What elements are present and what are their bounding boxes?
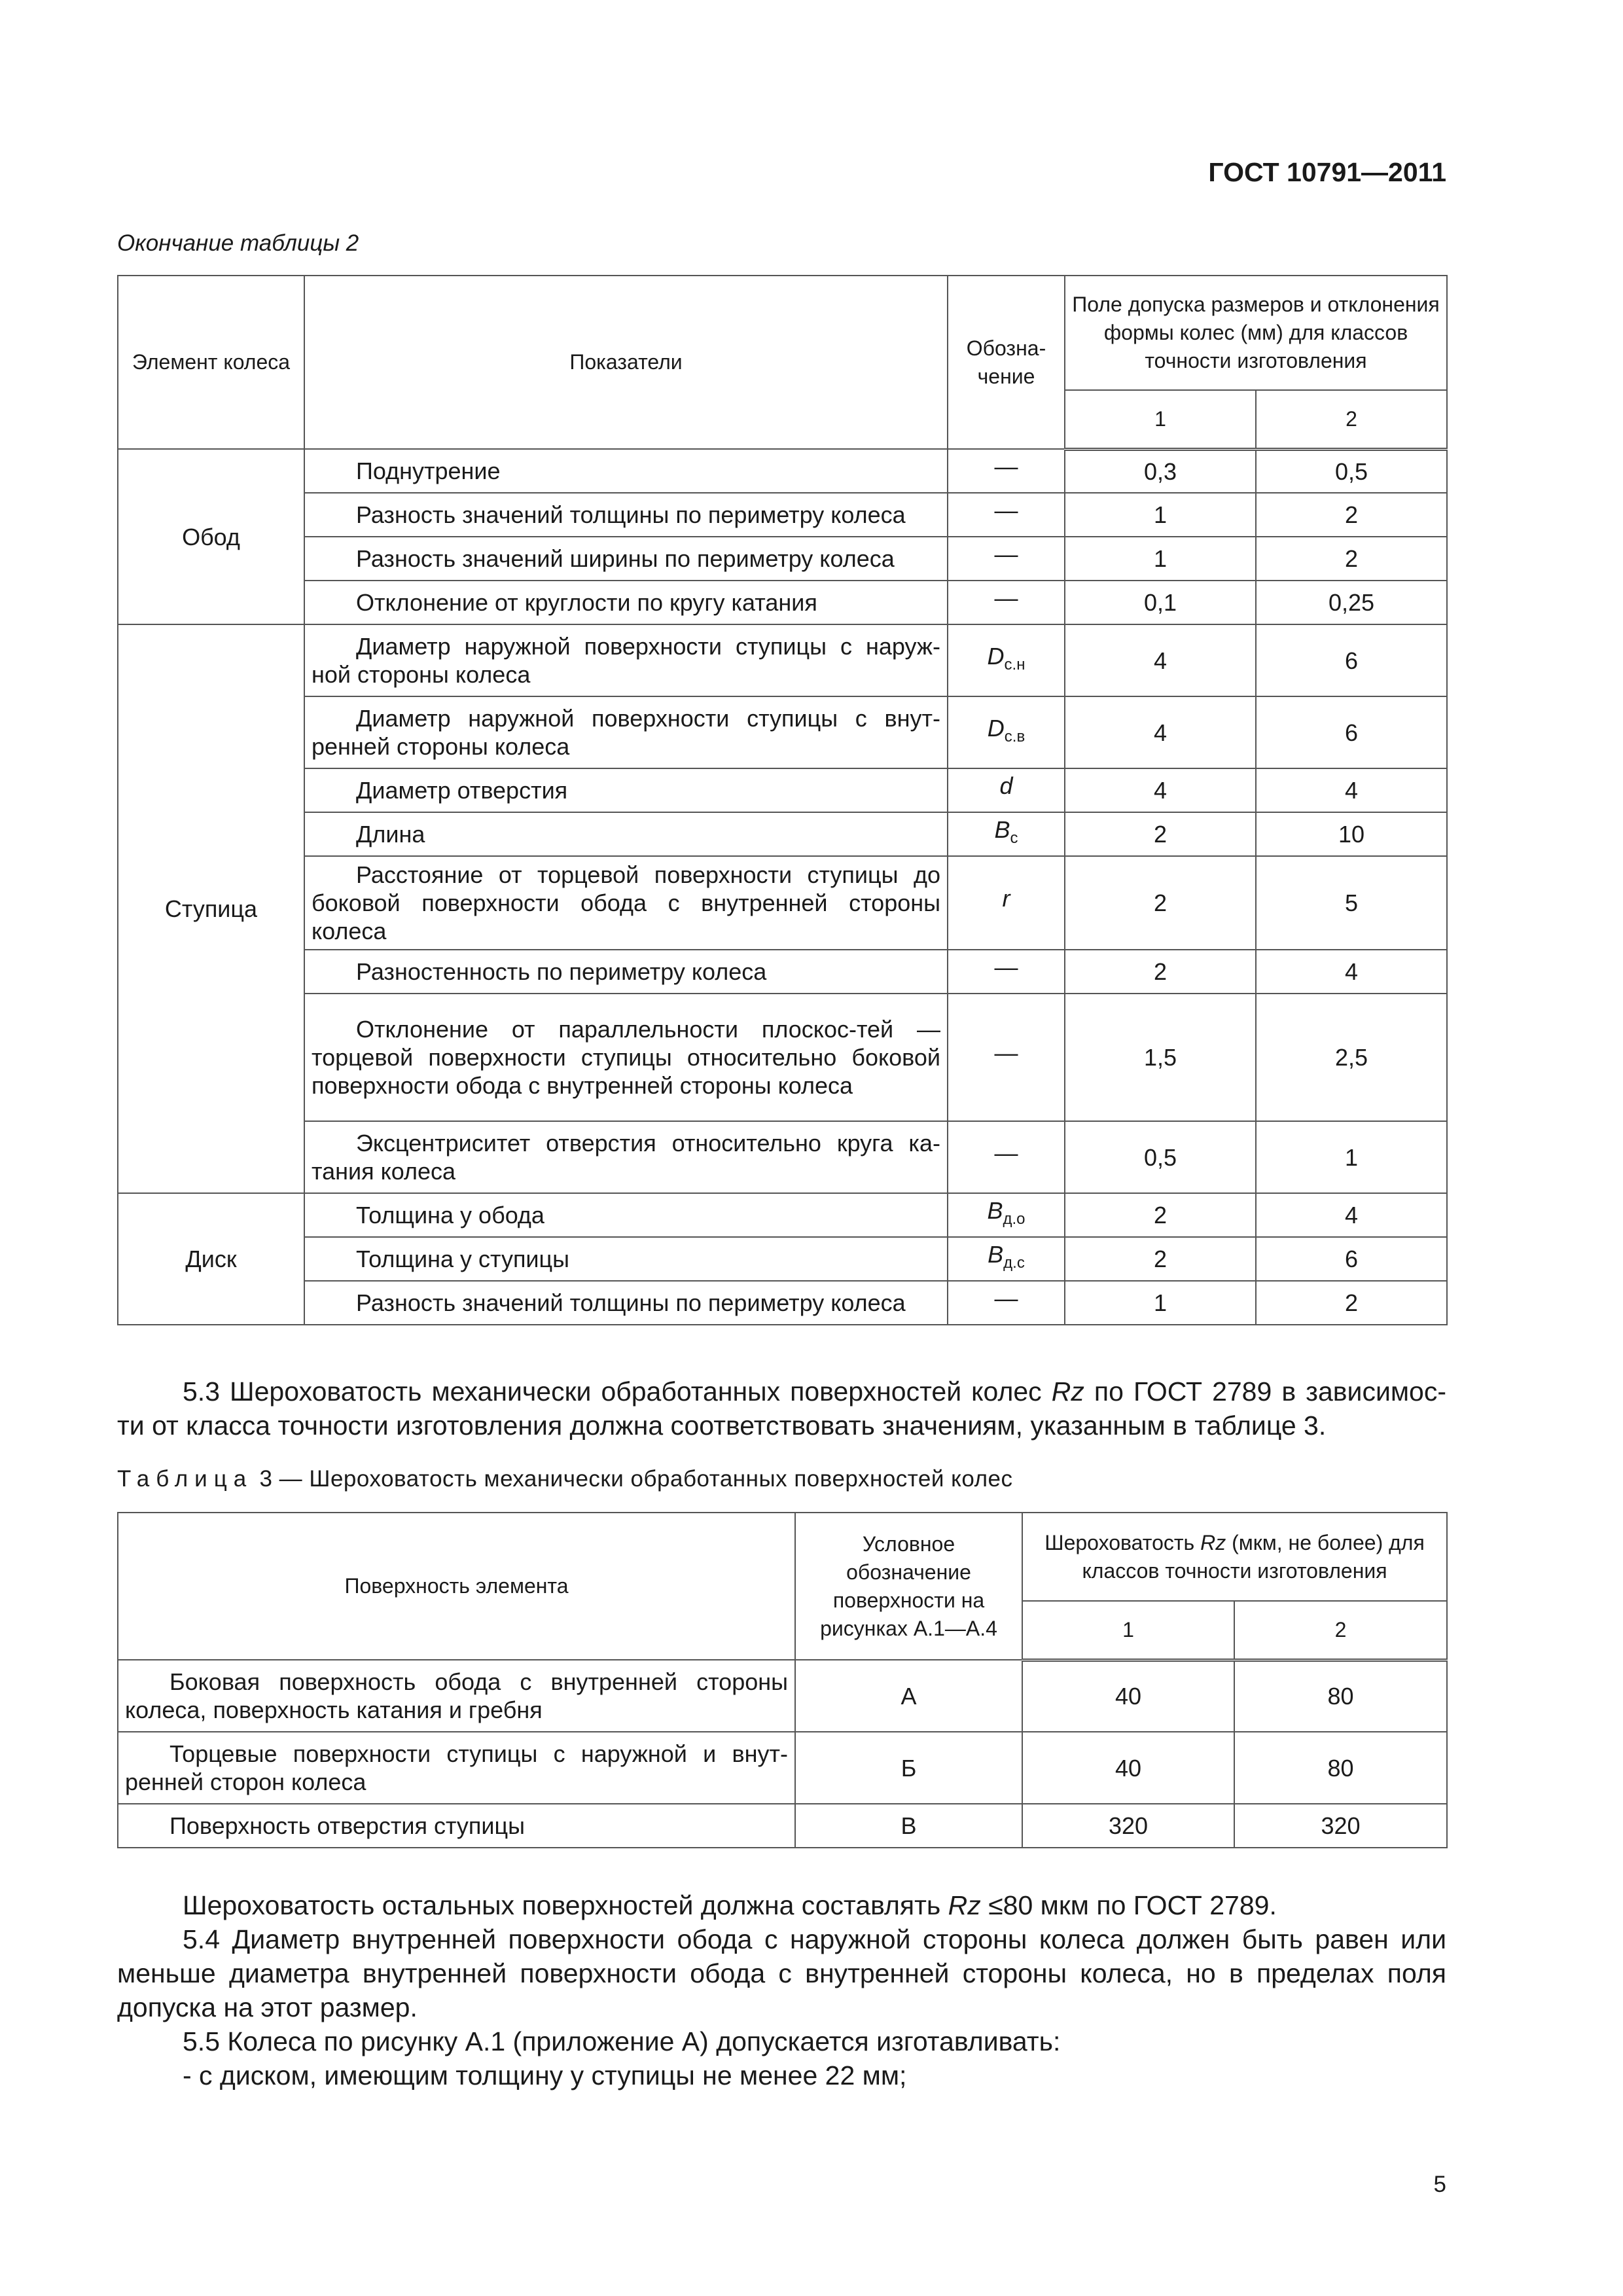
table-row — [118, 581, 1447, 624]
tolerance-class-2: 10 — [1256, 812, 1447, 856]
designation-cell: $B_{д.с}$ — [948, 1237, 1065, 1281]
designation-cell: $D_{с.н}$ — [948, 624, 1065, 696]
designation-cell: Б — [795, 1732, 1022, 1804]
table-row — [118, 1121, 1447, 1193]
paragraph-5-5: 5.5 Колеса по рисунку А.1 (приложение А) допускается изготавливать: — [183, 2026, 1061, 2056]
table-row — [118, 493, 1447, 537]
table-row — [118, 449, 1447, 493]
table-row — [118, 1237, 1447, 1281]
tolerance-class-2: 0,5 — [1256, 449, 1447, 493]
table-row — [118, 856, 1447, 950]
roughness-c2: 80 — [1234, 1732, 1447, 1804]
table-row — [118, 994, 1447, 1121]
indicator-cell: Толщина у ступицы — [304, 1237, 948, 1281]
tolerance-class-2: 1 — [1256, 1121, 1447, 1193]
tolerance-class-1: 1,5 — [1065, 994, 1256, 1121]
wheel-element: Ступица — [118, 624, 304, 1193]
header-class-1: 1 — [1022, 1601, 1234, 1660]
designation-cell: — — [948, 449, 1065, 493]
indicator-cell: Разность значений ширины по периметру колеса — [304, 537, 948, 581]
paragraph-roughness-other: Шероховатость остальных поверхностей должна составлять Rz ≤80 мкм по ГОСТ 2789. — [183, 1890, 1277, 1920]
header-class-2: 2 — [1234, 1601, 1447, 1660]
table-row — [118, 624, 1447, 696]
table2 — [117, 275, 1448, 1325]
indicator-cell: Разностенность по периметру колеса — [304, 950, 948, 994]
header-surface: Поверхность элемента — [118, 1513, 795, 1660]
tolerance-class-1: 2 — [1065, 950, 1256, 994]
table-row — [118, 812, 1447, 856]
header-element: Элемент колеса — [118, 276, 304, 449]
tolerance-class-2: 2 — [1256, 537, 1447, 581]
tolerance-class-2: 2 — [1256, 1281, 1447, 1325]
page-number: 5 — [1433, 2172, 1446, 2197]
table3-caption: Таблица 3 — Шероховатость механически обработанных поверхностей колес — [117, 1466, 1013, 1492]
indicator-cell: Толщина у обода — [304, 1193, 948, 1237]
table2-caption: Окончание таблицы 2 — [117, 230, 359, 256]
designation-cell: А — [795, 1660, 1022, 1732]
header-designation: Обозна-чение — [948, 276, 1065, 449]
tolerance-class-1: 2 — [1065, 1193, 1256, 1237]
table3 — [117, 1512, 1448, 1848]
roughness-c2: 320 — [1234, 1804, 1447, 1848]
table-row — [118, 950, 1447, 994]
tolerance-class-1: 2 — [1065, 812, 1256, 856]
designation-cell: — — [948, 950, 1065, 994]
tolerance-class-1: 4 — [1065, 624, 1256, 696]
roughness-c1: 320 — [1022, 1804, 1234, 1848]
surface-cell: Торцевые поверхности ступицы с наружной и внут-ренней сторон колеса — [118, 1732, 795, 1804]
tolerance-class-2: 6 — [1256, 1237, 1447, 1281]
indicator-cell: Расстояние от торцевой поверхности ступицы до боковой поверхности обода с внутренней стороны колеса — [304, 856, 948, 950]
table-row — [118, 1281, 1447, 1325]
indicator-cell: Отклонение от параллельности плоскос-тей — торцевой поверхности ступицы относительно боковой поверхности обода с внутренней стороны колеса — [304, 994, 948, 1121]
header-roughness: Шероховатость Rz (мкм, не более) для классов точности изготовления — [1022, 1513, 1447, 1601]
tolerance-class-1: 0,3 — [1065, 449, 1256, 493]
indicator-cell: Поднутрение — [304, 449, 948, 493]
header-indicators: Показатели — [304, 276, 948, 449]
list-item: - с диском, имеющим толщину у ступицы не менее 22 мм; — [183, 2060, 907, 2090]
paragraph-5-4: 5.4 Диаметр внутренней поверхности обода с наружной стороны колеса должен быть равен или меньше диаметра внутренней поверхности обода с внутренней стороны колеса, но в пределах поля допуска на этот размер. — [117, 1924, 1446, 2022]
designation-cell: — — [948, 493, 1065, 537]
designation-cell: — — [948, 581, 1065, 624]
table-row — [118, 1804, 1447, 1848]
designation-cell: $D_{с.в}$ — [948, 696, 1065, 768]
designation-cell: — — [948, 994, 1065, 1121]
tolerance-class-2: 6 — [1256, 624, 1447, 696]
roughness-c2: 80 — [1234, 1660, 1447, 1732]
header-class-1: 1 — [1065, 390, 1256, 449]
table-row — [118, 768, 1447, 812]
roughness-c1: 40 — [1022, 1660, 1234, 1732]
surface-cell: Боковая поверхность обода с внутренней стороны колеса, поверхность катания и гребня — [118, 1660, 795, 1732]
indicator-cell: Диаметр отверстия — [304, 768, 948, 812]
tolerance-class-1: 1 — [1065, 493, 1256, 537]
designation-cell: $B_с$ — [948, 812, 1065, 856]
wheel-element: Обод — [118, 449, 304, 624]
indicator-cell: Разность значений толщины по периметру колеса — [304, 1281, 948, 1325]
tolerance-class-2: 0,25 — [1256, 581, 1447, 624]
indicator-cell: Отклонение от круглости по кругу катания — [304, 581, 948, 624]
tolerance-class-1: 1 — [1065, 1281, 1256, 1325]
surface-cell: Поверхность отверстия ступицы — [118, 1804, 795, 1848]
header-class-2: 2 — [1256, 390, 1447, 449]
tolerance-class-2: 2,5 — [1256, 994, 1447, 1121]
designation-cell: $B_{д.о}$ — [948, 1193, 1065, 1237]
designation-cell: — — [948, 1121, 1065, 1193]
designation-cell: — — [948, 1281, 1065, 1325]
tolerance-class-2: 2 — [1256, 493, 1447, 537]
tolerance-class-1: 4 — [1065, 768, 1256, 812]
indicator-cell: Длина — [304, 812, 948, 856]
indicator-cell: Эксцентриситет отверстия относительно круга ка-тания колеса — [304, 1121, 948, 1193]
designation-cell: В — [795, 1804, 1022, 1848]
tolerance-class-1: 2 — [1065, 856, 1256, 950]
tolerance-class-1: 4 — [1065, 696, 1256, 768]
paragraph-5-3: 5.3 Шероховатость механически обработанных поверхностей колес Rz по ГОСТ 2789 в зависимос-ти от класса точности изготовления должна соответствовать значениям, указанным в таблице 3. — [117, 1376, 1446, 1441]
designation-cell: — — [948, 537, 1065, 581]
roughness-c1: 40 — [1022, 1732, 1234, 1804]
tolerance-class-2: 4 — [1256, 1193, 1447, 1237]
designation-cell: d — [948, 768, 1065, 812]
wheel-element: Диск — [118, 1193, 304, 1325]
indicator-cell: Диаметр наружной поверхности ступицы с наруж-ной стороны колеса — [304, 624, 948, 696]
tolerance-class-2: 6 — [1256, 696, 1447, 768]
header-tolerance: Поле допуска размеров и отклонения формы колес (мм) для классов точности изготовления — [1065, 276, 1447, 390]
tolerance-class-2: 5 — [1256, 856, 1447, 950]
table-row — [118, 696, 1447, 768]
indicator-cell: Разность значений толщины по периметру колеса — [304, 493, 948, 537]
table-row — [118, 1732, 1447, 1804]
designation-cell: r — [948, 856, 1065, 950]
table-row — [118, 537, 1447, 581]
tolerance-class-1: 0,5 — [1065, 1121, 1256, 1193]
tolerance-class-1: 0,1 — [1065, 581, 1256, 624]
table-row — [118, 1193, 1447, 1237]
standard-code: ГОСТ 10791—2011 — [1208, 157, 1446, 187]
tolerance-class-1: 2 — [1065, 1237, 1256, 1281]
tolerance-class-2: 4 — [1256, 768, 1447, 812]
table-row — [118, 1660, 1447, 1732]
tolerance-class-2: 4 — [1256, 950, 1447, 994]
indicator-cell: Диаметр наружной поверхности ступицы с внут-ренней стороны колеса — [304, 696, 948, 768]
tolerance-class-1: 1 — [1065, 537, 1256, 581]
header-designation: Условное обозначение поверхности на рисунках А.1—А.4 — [795, 1513, 1022, 1660]
